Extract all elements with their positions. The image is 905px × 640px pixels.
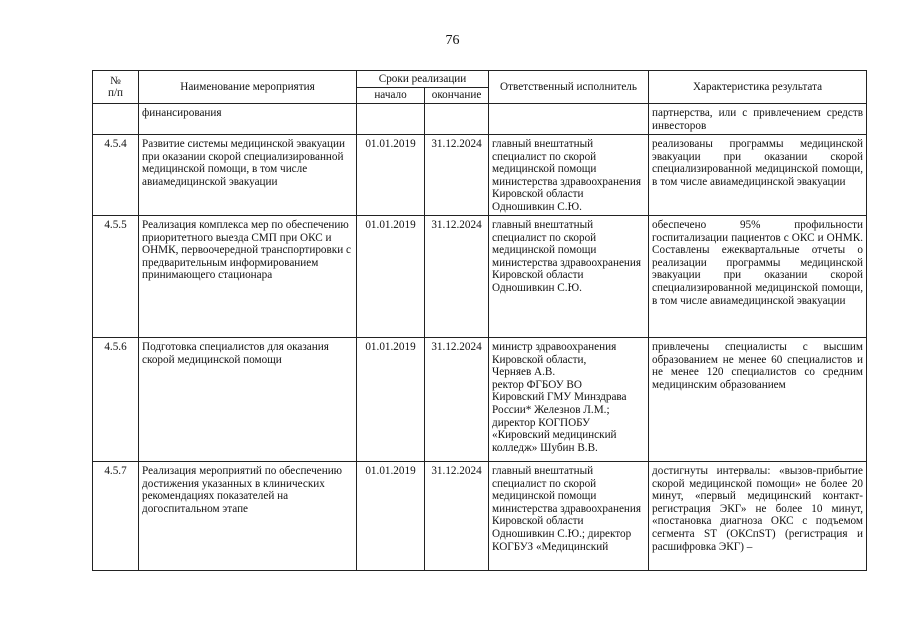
responsible-line: ректор ФГБОУ ВО [492, 378, 582, 391]
header-result: Характеристика результата [649, 71, 867, 104]
responsible-line: Кировский ГМУ Минздрава [492, 391, 627, 404]
header-end: окончание [425, 88, 489, 104]
cell-name: Подготовка специалистов для оказания скорой медицинской помощи [139, 338, 357, 462]
cell-num: 4.5.7 [93, 462, 139, 571]
responsible-line: России* Железнов Л.М.; [492, 403, 610, 416]
responsible-line: Черняев А.В. [492, 366, 556, 379]
responsible-line: «Кировский медицинский [492, 429, 617, 442]
cell-num: 4.5.4 [93, 135, 139, 216]
header-name: Наименование мероприятия [139, 71, 357, 104]
cell-result: обеспечено 95% профильности госпитализации пациентов с ОКС и ОНМК. Составлены ежеквартальные отчеты о реализации программы медицинской эвакуации при оказании скорой специализированной медицинской помощи, в том числе авиамедицинской эвакуации [649, 216, 867, 338]
responsible-line: колледж» Шубин В.В. [492, 441, 598, 454]
header-terms: Сроки реализации [357, 71, 489, 88]
table-row-continuation [93, 104, 867, 135]
cell-responsible: главный внештатный специалист по скорой медицинской помощи министерства здравоохранения Кировской области Одношивкин С.Ю. [489, 216, 649, 338]
cell-end: 31.12.2024 [425, 462, 489, 571]
cell-result: реализованы программы медицинской эвакуации при оказании скорой специализированной медицинской помощи, в том числе авиамедицинской эвакуации [649, 135, 867, 216]
cell-start: 01.01.2019 [357, 338, 425, 462]
cell-result: достигнуты интервалы: «вызов-прибытие скорой медицинской помощи» не более 20 минут, «первый медицинский контакт-регистрация ЭКГ» не более 10 минут, «постановка диагноза ОКС с подъемом сегмента ST (ОКСпST) (регистрация и расшифровка ЭКГ) – [649, 462, 867, 571]
cell-responsible: главный внештатный специалист по скорой медицинской помощи министерства здравоохранения Кировской области Одношивкин С.Ю.; директор КОГБУЗ «Медицинский [489, 462, 649, 571]
cell-responsible [489, 338, 649, 462]
cell-num: 4.5.6 [93, 338, 139, 462]
cell-name: Реализация комплекса мер по обеспечению приоритетного выезда СМП при ОКС и ОНМК, первоочередной транспортировки с предварительным информированием принимающего стационара [139, 216, 357, 338]
table-row [93, 216, 867, 338]
table-row [93, 135, 867, 216]
page-number: 76 [445, 33, 460, 48]
cell-end: 31.12.2024 [425, 216, 489, 338]
cell-result: привлечены специалисты с высшим образованием не менее 60 специалистов и не менее 120 специалистов со средним медицинским образованием [649, 338, 867, 462]
cell-num: 4.5.5 [93, 216, 139, 338]
table-row [93, 462, 867, 571]
cell-start: 01.01.2019 [357, 216, 425, 338]
responsible-line: министр здравоохранения [492, 341, 617, 353]
cell-end: 31.12.2024 [425, 338, 489, 462]
header-num: № п/п [93, 71, 139, 104]
cell-result: партнерства, или с привлечением средств инвесторов [649, 104, 867, 135]
cell-start: 01.01.2019 [357, 462, 425, 571]
header-start: начало [357, 88, 425, 104]
cell-start: 01.01.2019 [357, 135, 425, 216]
cell-name: Реализация мероприятий по обеспечению достижения указанных в клинических рекомендациях показателей на догоспитальном этапе [139, 462, 357, 571]
responsible-line: Кировской области, [492, 353, 587, 366]
cell-name: финансирования [139, 104, 357, 135]
activities-table [92, 70, 867, 571]
cell-responsible: главный внештатный специалист по скорой медицинской помощи министерства здравоохранения Кировской области Одношивкин С.Ю. [489, 135, 649, 216]
table-row [93, 338, 867, 462]
cell-name: Развитие системы медицинской эвакуации при оказании скорой специализированной медицинской помощи, в том числе авиамедицинской эвакуации [139, 135, 357, 216]
responsible-line: директор КОГПОБУ [492, 416, 591, 429]
cell-end: 31.12.2024 [425, 135, 489, 216]
header-responsible: Ответственный исполнитель [489, 71, 649, 104]
